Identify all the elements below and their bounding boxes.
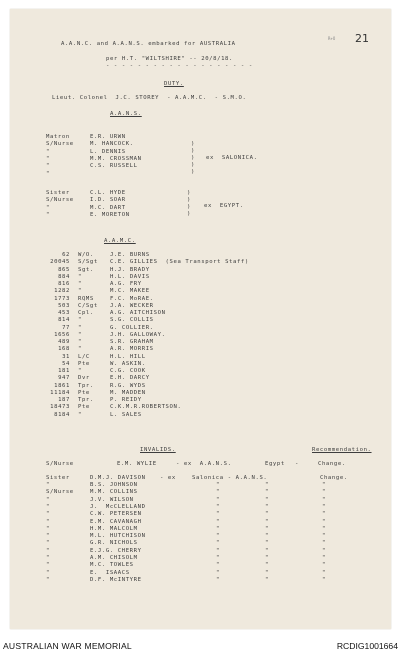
ditto-mark: "	[265, 533, 269, 540]
ditto-mark: "	[265, 562, 269, 569]
name-cell: M. HANCOCK.	[90, 141, 134, 148]
name-cell: R.G. WYDS	[110, 382, 146, 389]
ditto-mark: "	[216, 489, 220, 496]
service-number-cell: 62	[62, 252, 70, 258]
name-cell: M.M. COLLINS	[90, 489, 138, 496]
name-cell: H.L. DAVIS	[110, 273, 150, 280]
page-reference-number: 21	[355, 32, 369, 45]
rank-cell: "	[78, 281, 82, 287]
name-cell: M.C. TOWLES	[90, 562, 134, 569]
name-cell: J.A. WECKER	[110, 302, 154, 309]
record-id: RCDIG1001664	[336, 641, 398, 651]
ditto-mark: "	[322, 555, 326, 561]
name-cell: C.E. GILLIES (Sea Transport Staff)	[110, 259, 249, 266]
ditto-mark: "	[265, 489, 269, 496]
name-cell: C.L. HYDE	[90, 190, 126, 196]
document-heading: A.A.N.C. and A.A.N.S. embarked for AUSTRALIA	[61, 41, 236, 47]
ditto-mark: "	[322, 482, 326, 488]
ditto-mark: "	[265, 555, 269, 561]
invalid-recommendation: Change.	[318, 461, 346, 467]
service-number-cell: 168	[58, 346, 70, 353]
name-cell: C.W. PETERSEN	[90, 511, 142, 518]
rank-cell: "	[78, 317, 82, 324]
name-cell: E.J.G. CHERRY	[90, 547, 142, 554]
rank-cell: W/O.	[78, 252, 94, 258]
rank-cell: "	[46, 496, 50, 503]
ship-and-date: per H.T. "WILTSHIRE" -- 20/8/18.	[106, 56, 233, 62]
service-number-cell: 20045	[50, 259, 70, 266]
service-number-cell: 18473	[50, 404, 70, 411]
ditto-mark: "	[322, 489, 326, 496]
name-cell: W. ASKIN.	[110, 360, 146, 367]
name-cell: S.G. COLLIS	[110, 317, 154, 324]
service-number-cell: 816	[58, 281, 70, 287]
rank-cell: Dvr	[78, 375, 90, 382]
ditto-mark: "	[322, 525, 326, 532]
rank-cell: "	[78, 411, 82, 418]
name-cell: J. McCLELLAND	[90, 503, 146, 510]
service-number-cell: 453	[58, 310, 70, 316]
aans-section-title: A.A.N.S.	[110, 111, 142, 117]
service-number-cell: 181	[58, 368, 70, 374]
ditto-mark: "	[216, 482, 220, 488]
ditto-mark: "	[265, 482, 269, 488]
ditto-mark: "	[216, 533, 220, 540]
name-cell: I.D. SOAR	[90, 197, 126, 204]
duty-section-title: DUTY.	[164, 81, 184, 87]
rank-cell: Tpr.	[78, 397, 94, 403]
rank-cell: S/Nurse	[46, 489, 74, 496]
salonica-origin-note: ex SALONICA.	[206, 155, 258, 161]
rank-cell: Tpr.	[78, 382, 94, 389]
ditto-mark: "	[322, 511, 326, 518]
invalid-origin: Egypt	[265, 461, 285, 467]
rank-cell: L/C	[78, 353, 90, 360]
invalid-recommendation: Change.	[320, 475, 348, 481]
ditto-mark: "	[322, 503, 326, 510]
ditto-mark: "	[322, 540, 326, 547]
name-cell: A.R. MORRIS	[110, 346, 154, 353]
name-cell: A.G. AITCHISON	[110, 310, 166, 316]
rank-cell: "	[46, 555, 50, 561]
name-cell: J.V. WILSON	[90, 496, 134, 503]
footer-bar	[0, 637, 402, 654]
invalid-detail: - ex A.A.N.S.	[176, 461, 232, 467]
name-cell: A.G. FRY	[110, 281, 142, 287]
service-number-cell: 8184	[54, 411, 70, 418]
name-cell: M.C. DART	[90, 204, 126, 211]
service-number-cell: 503	[58, 302, 70, 309]
ditto-mark: "	[265, 540, 269, 547]
ditto-mark: "	[265, 547, 269, 554]
ditto-mark: "	[216, 525, 220, 532]
ditto-mark: "	[216, 503, 220, 510]
name-cell: S.R. GRAHAM	[110, 339, 154, 345]
service-number-cell: 11184	[50, 389, 70, 396]
rank-cell: "	[46, 540, 50, 547]
salonica-brace: ) ) ) ) )	[191, 141, 195, 175]
rank-cell: Sister	[46, 190, 70, 196]
rank-cell: "	[78, 324, 82, 331]
archive-stamp: R+O	[328, 36, 336, 41]
rank-cell: "	[46, 170, 50, 177]
service-number-cell: 1656	[54, 331, 70, 338]
rank-cell: "	[46, 511, 50, 518]
service-number-cell: 865	[58, 266, 70, 273]
invalid-origin: Salonica - A.A.N.S.	[192, 475, 268, 481]
rank-cell: "	[46, 155, 50, 162]
ditto-mark: "	[216, 518, 220, 525]
rank-cell: "	[46, 148, 50, 155]
ditto-mark: "	[216, 547, 220, 554]
name-cell: J.E. BURNS	[110, 252, 150, 258]
document-page	[10, 9, 391, 629]
ditto-mark: "	[265, 496, 269, 503]
name-cell: L. SALES	[110, 411, 142, 418]
ditto-mark: "	[322, 533, 326, 540]
rank-cell: Matron	[46, 134, 70, 140]
name-cell: H.J. BRADY	[110, 266, 150, 273]
name-cell: E. ISAACS	[90, 569, 130, 576]
rank-cell: "	[78, 331, 82, 338]
rank-cell: Cpl.	[78, 310, 94, 316]
rank-cell: Pte	[78, 360, 90, 367]
rank-cell: "	[78, 273, 82, 280]
name-cell: J.H. GALLOWAY.	[110, 331, 166, 338]
name-cell: M.L. HUTCHISON	[90, 533, 146, 540]
service-number-cell: 187	[58, 397, 70, 403]
service-number-cell: 884	[58, 273, 70, 280]
ditto-mark: "	[265, 576, 269, 583]
name-cell: C.S. RUSSELL	[90, 163, 138, 170]
ditto-mark: "	[322, 547, 326, 554]
rank-cell: "	[46, 518, 50, 525]
name-cell: G.R. NICHOLS	[90, 540, 138, 547]
name-cell: C.K.M.R.ROBERTSON.	[110, 404, 182, 411]
service-number-cell: 947	[58, 375, 70, 382]
rank-cell: RQMS	[78, 295, 94, 302]
service-number-cell: 489	[58, 339, 70, 345]
ditto-mark: "	[322, 576, 326, 583]
service-number-cell: 1773	[54, 295, 70, 302]
invalid-rank: S/Nurse	[46, 461, 74, 467]
rank-cell: "	[78, 346, 82, 353]
rank-cell: Pte	[78, 404, 90, 411]
name-cell: E. MORETON	[90, 211, 130, 218]
ditto-mark: "	[265, 525, 269, 532]
aamc-section-title: A.A.M.C.	[104, 238, 136, 244]
ditto-mark: "	[216, 511, 220, 518]
invalid-detail: - ex	[160, 475, 176, 481]
ditto-mark: "	[322, 569, 326, 576]
service-number-cell: 814	[58, 317, 70, 324]
name-cell: P. REIDY	[110, 397, 142, 403]
name-cell: E.R. URWN	[90, 134, 126, 140]
rank-cell: "	[46, 525, 50, 532]
name-cell: M. MADDEN	[110, 389, 146, 396]
ditto-mark: "	[216, 562, 220, 569]
ditto-mark: "	[216, 496, 220, 503]
ditto-mark: "	[216, 540, 220, 547]
service-number-cell: 31	[62, 353, 70, 360]
ditto-mark: "	[322, 562, 326, 569]
institution-name: AUSTRALIAN WAR MEMORIAL	[3, 641, 132, 651]
service-number-cell: 1861	[54, 382, 70, 389]
ditto-mark: "	[322, 518, 326, 525]
service-number-cell: 54	[62, 360, 70, 367]
egypt-origin-note: ex EGYPT.	[204, 203, 244, 209]
ditto-mark: "	[216, 576, 220, 583]
name-cell: M.C. MAKEE	[110, 288, 150, 295]
rank-cell: "	[78, 368, 82, 374]
name-cell: H.M. MALCOLM	[90, 525, 138, 532]
name-cell: M.M. CROSSMAN	[90, 155, 142, 162]
rank-cell: S/Sgt	[78, 259, 98, 266]
name-cell: B.S. JOHNSON	[90, 482, 138, 488]
name-cell: G. COLLIER.	[110, 324, 154, 331]
ditto-mark: "	[265, 569, 269, 576]
invalid-rank: Sister	[46, 475, 70, 481]
ditto-mark: "	[265, 518, 269, 525]
name-cell: E.M. CAVANAGH	[90, 518, 142, 525]
rank-cell: "	[78, 339, 82, 345]
rank-cell: "	[46, 562, 50, 569]
ditto-mark: "	[265, 511, 269, 518]
name-cell: L. DENNIS	[90, 148, 126, 155]
name-cell: E.H. DARCY	[110, 375, 150, 382]
rank-cell: "	[46, 211, 50, 218]
invalids-section-title: INVALIDS.	[140, 447, 176, 453]
name-cell: D.F. McINTYRE	[90, 576, 142, 583]
ditto-mark: "	[265, 503, 269, 510]
name-cell: H.L. HILL	[110, 353, 146, 360]
service-number-cell: 1282	[54, 288, 70, 295]
rank-cell: "	[46, 163, 50, 170]
rank-cell: C/Sgt	[78, 302, 98, 309]
recommendation-column-header: Recommendation.	[312, 447, 372, 453]
rank-cell: S/Nurse	[46, 141, 74, 148]
egypt-brace: ) ) ) )	[187, 190, 191, 217]
rank-cell: "	[46, 547, 50, 554]
rank-cell: S/Nurse	[46, 197, 74, 204]
rank-cell: Sgt.	[78, 266, 94, 273]
rank-cell: "	[46, 482, 50, 488]
rank-cell: "	[46, 503, 50, 510]
invalid-separator: -	[295, 461, 299, 467]
duty-officer-line: Lieut. Colonel J.C. STOREY - A.A.M.C. - S.M.O.	[52, 95, 247, 101]
service-number-cell: 77	[62, 324, 70, 331]
rank-cell: "	[46, 569, 50, 576]
heading-rule: - - - - - - - - - - - - - - - - - - -	[106, 63, 253, 69]
rank-cell: "	[46, 576, 50, 583]
ditto-mark: "	[216, 555, 220, 561]
invalid-name: D.M.J. DAVISON	[90, 475, 146, 481]
invalid-name: E.M. WYLIE	[117, 461, 157, 467]
ditto-mark: "	[216, 569, 220, 576]
name-cell: C.G. COOK	[110, 368, 146, 374]
rank-cell: "	[46, 204, 50, 211]
rank-cell: "	[46, 533, 50, 540]
name-cell: A.M. CHISOLM	[90, 555, 138, 561]
rank-cell: "	[78, 288, 82, 295]
name-cell: F.C. MoRAE.	[110, 295, 154, 302]
rank-cell: Pte	[78, 389, 90, 396]
ditto-mark: "	[322, 496, 326, 503]
